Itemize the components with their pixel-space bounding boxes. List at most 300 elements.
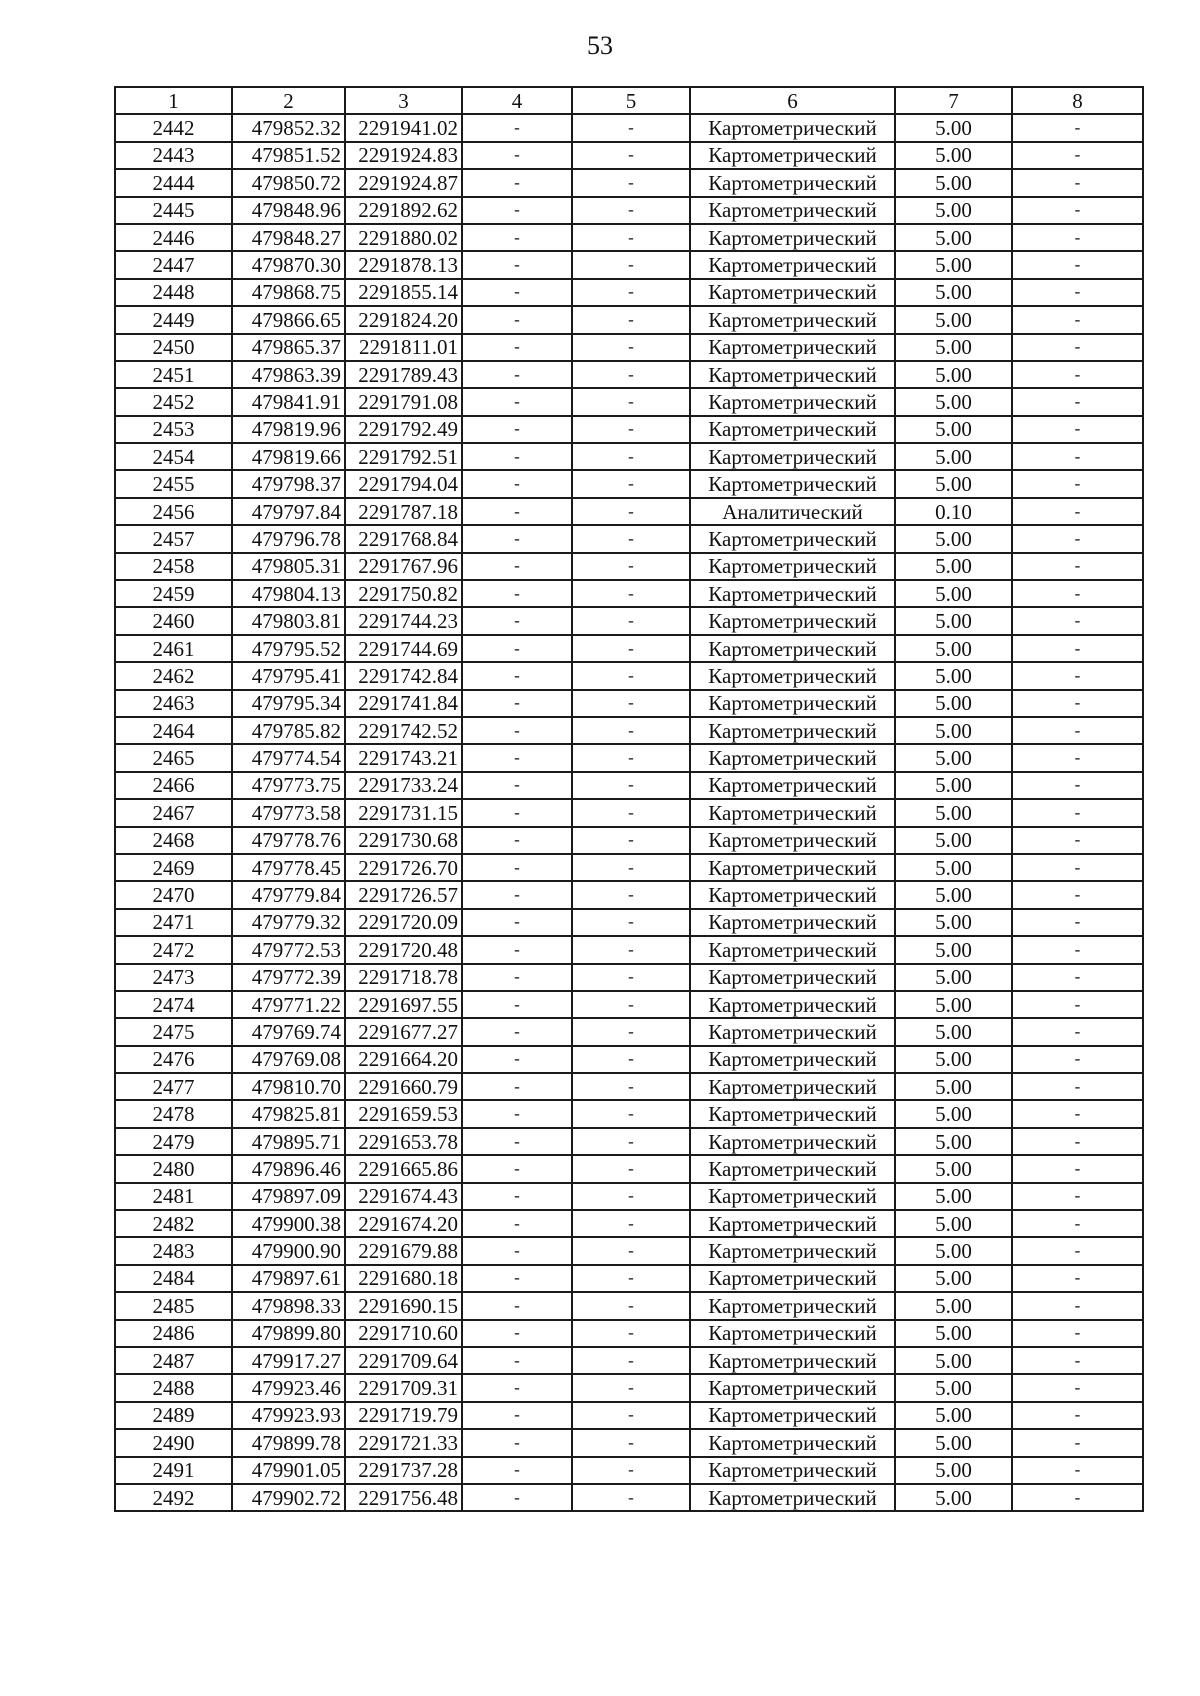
point-number-cell: 2448	[115, 279, 232, 306]
col5-cell: -	[572, 635, 690, 662]
method-cell: Аналитический	[690, 498, 895, 525]
col4-cell: -	[462, 1347, 572, 1374]
table-row	[115, 1100, 1143, 1127]
point-number-cell: 2487	[115, 1347, 232, 1374]
point-number-cell: 2474	[115, 991, 232, 1018]
method-cell: Картометрический	[690, 224, 895, 251]
x-coordinate-cell: 479825.81	[232, 1100, 345, 1127]
table-row	[115, 525, 1143, 552]
x-coordinate-cell: 479900.90	[232, 1237, 345, 1264]
y-coordinate-cell: 2291767.96	[345, 553, 462, 580]
y-coordinate-cell: 2291794.04	[345, 470, 462, 497]
col4-cell: -	[462, 1292, 572, 1319]
x-coordinate-cell: 479899.80	[232, 1320, 345, 1347]
col5-cell: -	[572, 251, 690, 278]
col8-cell: -	[1012, 827, 1143, 854]
col8-cell: -	[1012, 936, 1143, 963]
point-number-cell: 2461	[115, 635, 232, 662]
x-coordinate-cell: 479798.37	[232, 470, 345, 497]
column-header-8: 8	[1012, 87, 1143, 114]
x-coordinate-cell: 479896.46	[232, 1155, 345, 1182]
method-cell: Картометрический	[690, 334, 895, 361]
x-coordinate-cell: 479769.74	[232, 1018, 345, 1045]
table-row	[115, 334, 1143, 361]
method-cell: Картометрический	[690, 443, 895, 470]
x-coordinate-cell: 479778.45	[232, 854, 345, 881]
point-number-cell: 2445	[115, 197, 232, 224]
x-coordinate-cell: 479778.76	[232, 827, 345, 854]
y-coordinate-cell: 2291750.82	[345, 580, 462, 607]
y-coordinate-cell: 2291924.87	[345, 169, 462, 196]
point-number-cell: 2442	[115, 114, 232, 141]
table-row	[115, 690, 1143, 717]
accuracy-cell: 5.00	[895, 1320, 1012, 1347]
accuracy-cell: 5.00	[895, 580, 1012, 607]
y-coordinate-cell: 2291791.08	[345, 388, 462, 415]
table-row	[115, 306, 1143, 333]
col4-cell: -	[462, 1320, 572, 1347]
method-cell: Картометрический	[690, 1292, 895, 1319]
y-coordinate-cell: 2291924.83	[345, 142, 462, 169]
col4-cell: -	[462, 1374, 572, 1401]
col5-cell: -	[572, 717, 690, 744]
col4-cell: -	[462, 909, 572, 936]
col4-cell: -	[462, 744, 572, 771]
col8-cell: -	[1012, 1292, 1143, 1319]
accuracy-cell: 5.00	[895, 553, 1012, 580]
point-number-cell: 2466	[115, 772, 232, 799]
point-number-cell: 2479	[115, 1128, 232, 1155]
point-number-cell: 2444	[115, 169, 232, 196]
col8-cell: -	[1012, 361, 1143, 388]
point-number-cell: 2463	[115, 690, 232, 717]
point-number-cell: 2473	[115, 964, 232, 991]
point-number-cell: 2459	[115, 580, 232, 607]
table-row	[115, 1046, 1143, 1073]
method-cell: Картометрический	[690, 1183, 895, 1210]
col4-cell: -	[462, 197, 572, 224]
y-coordinate-cell: 2291680.18	[345, 1265, 462, 1292]
x-coordinate-cell: 479870.30	[232, 251, 345, 278]
col8-cell: -	[1012, 854, 1143, 881]
accuracy-cell: 5.00	[895, 936, 1012, 963]
x-coordinate-cell: 479848.96	[232, 197, 345, 224]
accuracy-cell: 5.00	[895, 142, 1012, 169]
accuracy-cell: 5.00	[895, 169, 1012, 196]
method-cell: Картометрический	[690, 251, 895, 278]
col4-cell: -	[462, 1046, 572, 1073]
x-coordinate-cell: 479774.54	[232, 744, 345, 771]
col5-cell: -	[572, 1292, 690, 1319]
y-coordinate-cell: 2291737.28	[345, 1457, 462, 1484]
y-coordinate-cell: 2291742.84	[345, 662, 462, 689]
method-cell: Картометрический	[690, 1374, 895, 1401]
y-coordinate-cell: 2291697.55	[345, 991, 462, 1018]
col5-cell: -	[572, 580, 690, 607]
table-row	[115, 1457, 1143, 1484]
x-coordinate-cell: 479897.09	[232, 1183, 345, 1210]
method-cell: Картометрический	[690, 1402, 895, 1429]
accuracy-cell: 5.00	[895, 881, 1012, 908]
col4-cell: -	[462, 607, 572, 634]
col8-cell: -	[1012, 470, 1143, 497]
x-coordinate-cell: 479895.71	[232, 1128, 345, 1155]
table-row	[115, 388, 1143, 415]
x-coordinate-cell: 479805.31	[232, 553, 345, 580]
x-coordinate-cell: 479797.84	[232, 498, 345, 525]
accuracy-cell: 5.00	[895, 1128, 1012, 1155]
col8-cell: -	[1012, 1484, 1143, 1511]
y-coordinate-cell: 2291718.78	[345, 964, 462, 991]
point-number-cell: 2469	[115, 854, 232, 881]
accuracy-cell: 5.00	[895, 525, 1012, 552]
col8-cell: -	[1012, 142, 1143, 169]
table-row	[115, 827, 1143, 854]
point-number-cell: 2458	[115, 553, 232, 580]
table-row	[115, 224, 1143, 251]
col8-cell: -	[1012, 1429, 1143, 1456]
x-coordinate-cell: 479804.13	[232, 580, 345, 607]
col5-cell: -	[572, 772, 690, 799]
y-coordinate-cell: 2291742.52	[345, 717, 462, 744]
y-coordinate-cell: 2291674.43	[345, 1183, 462, 1210]
y-coordinate-cell: 2291787.18	[345, 498, 462, 525]
point-number-cell: 2481	[115, 1183, 232, 1210]
table-row	[115, 744, 1143, 771]
accuracy-cell: 5.00	[895, 1484, 1012, 1511]
point-number-cell: 2470	[115, 881, 232, 908]
coordinates-table	[114, 86, 1144, 1512]
table-row	[115, 1484, 1143, 1511]
col5-cell: -	[572, 169, 690, 196]
col4-cell: -	[462, 827, 572, 854]
col5-cell: -	[572, 470, 690, 497]
col8-cell: -	[1012, 1402, 1143, 1429]
accuracy-cell: 5.00	[895, 854, 1012, 881]
x-coordinate-cell: 479795.41	[232, 662, 345, 689]
y-coordinate-cell: 2291941.02	[345, 114, 462, 141]
table-row	[115, 772, 1143, 799]
x-coordinate-cell: 479899.78	[232, 1429, 345, 1456]
y-coordinate-cell: 2291709.31	[345, 1374, 462, 1401]
col4-cell: -	[462, 306, 572, 333]
table-row	[115, 635, 1143, 662]
col8-cell: -	[1012, 909, 1143, 936]
col8-cell: -	[1012, 306, 1143, 333]
y-coordinate-cell: 2291855.14	[345, 279, 462, 306]
table-body	[115, 114, 1143, 1511]
column-header-6: 6	[690, 87, 895, 114]
col8-cell: -	[1012, 1210, 1143, 1237]
method-cell: Картометрический	[690, 991, 895, 1018]
col8-cell: -	[1012, 1347, 1143, 1374]
accuracy-cell: 5.00	[895, 1429, 1012, 1456]
method-cell: Картометрический	[690, 1073, 895, 1100]
y-coordinate-cell: 2291824.20	[345, 306, 462, 333]
method-cell: Картометрический	[690, 635, 895, 662]
col8-cell: -	[1012, 717, 1143, 744]
col5-cell: -	[572, 936, 690, 963]
column-header-3: 3	[345, 87, 462, 114]
x-coordinate-cell: 479901.05	[232, 1457, 345, 1484]
col5-cell: -	[572, 964, 690, 991]
point-number-cell: 2462	[115, 662, 232, 689]
method-cell: Картометрический	[690, 1018, 895, 1045]
point-number-cell: 2490	[115, 1429, 232, 1456]
method-cell: Картометрический	[690, 936, 895, 963]
col8-cell: -	[1012, 1100, 1143, 1127]
table-row	[115, 1073, 1143, 1100]
method-cell: Картометрический	[690, 1347, 895, 1374]
col4-cell: -	[462, 1457, 572, 1484]
col5-cell: -	[572, 279, 690, 306]
x-coordinate-cell: 479848.27	[232, 224, 345, 251]
method-cell: Картометрический	[690, 744, 895, 771]
col5-cell: -	[572, 1155, 690, 1182]
col5-cell: -	[572, 197, 690, 224]
col5-cell: -	[572, 1046, 690, 1073]
col5-cell: -	[572, 662, 690, 689]
col8-cell: -	[1012, 197, 1143, 224]
x-coordinate-cell: 479923.93	[232, 1402, 345, 1429]
col5-cell: -	[572, 991, 690, 1018]
col4-cell: -	[462, 169, 572, 196]
method-cell: Картометрический	[690, 1237, 895, 1264]
point-number-cell: 2471	[115, 909, 232, 936]
method-cell: Картометрический	[690, 114, 895, 141]
col8-cell: -	[1012, 580, 1143, 607]
col5-cell: -	[572, 498, 690, 525]
point-number-cell: 2486	[115, 1320, 232, 1347]
point-number-cell: 2460	[115, 607, 232, 634]
accuracy-cell: 5.00	[895, 1046, 1012, 1073]
table-row	[115, 717, 1143, 744]
col4-cell: -	[462, 1265, 572, 1292]
y-coordinate-cell: 2291720.09	[345, 909, 462, 936]
col5-cell: -	[572, 1073, 690, 1100]
column-header-4: 4	[462, 87, 572, 114]
col5-cell: -	[572, 744, 690, 771]
accuracy-cell: 5.00	[895, 607, 1012, 634]
method-cell: Картометрический	[690, 690, 895, 717]
col4-cell: -	[462, 224, 572, 251]
point-number-cell: 2452	[115, 388, 232, 415]
y-coordinate-cell: 2291892.62	[345, 197, 462, 224]
col8-cell: -	[1012, 334, 1143, 361]
point-number-cell: 2477	[115, 1073, 232, 1100]
col4-cell: -	[462, 799, 572, 826]
accuracy-cell: 5.00	[895, 251, 1012, 278]
accuracy-cell: 5.00	[895, 279, 1012, 306]
table-row	[115, 1128, 1143, 1155]
method-cell: Картометрический	[690, 361, 895, 388]
y-coordinate-cell: 2291880.02	[345, 224, 462, 251]
y-coordinate-cell: 2291719.79	[345, 1402, 462, 1429]
col5-cell: -	[572, 416, 690, 443]
method-cell: Картометрический	[690, 306, 895, 333]
point-number-cell: 2468	[115, 827, 232, 854]
point-number-cell: 2480	[115, 1155, 232, 1182]
method-cell: Картометрический	[690, 717, 895, 744]
method-cell: Картометрический	[690, 1265, 895, 1292]
method-cell: Картометрический	[690, 1320, 895, 1347]
accuracy-cell: 5.00	[895, 909, 1012, 936]
table-row	[115, 854, 1143, 881]
x-coordinate-cell: 479863.39	[232, 361, 345, 388]
table-row	[115, 553, 1143, 580]
point-number-cell: 2485	[115, 1292, 232, 1319]
method-cell: Картометрический	[690, 416, 895, 443]
table-row	[115, 470, 1143, 497]
col8-cell: -	[1012, 772, 1143, 799]
col4-cell: -	[462, 580, 572, 607]
col5-cell: -	[572, 1484, 690, 1511]
accuracy-cell: 5.00	[895, 388, 1012, 415]
table-row	[115, 142, 1143, 169]
x-coordinate-cell: 479810.70	[232, 1073, 345, 1100]
method-cell: Картометрический	[690, 1155, 895, 1182]
point-number-cell: 2488	[115, 1374, 232, 1401]
col5-cell: -	[572, 1374, 690, 1401]
accuracy-cell: 5.00	[895, 1155, 1012, 1182]
col4-cell: -	[462, 388, 572, 415]
col4-cell: -	[462, 854, 572, 881]
col8-cell: -	[1012, 169, 1143, 196]
y-coordinate-cell: 2291744.69	[345, 635, 462, 662]
table-row	[115, 498, 1143, 525]
y-coordinate-cell: 2291709.64	[345, 1347, 462, 1374]
x-coordinate-cell: 479772.53	[232, 936, 345, 963]
accuracy-cell: 5.00	[895, 1237, 1012, 1264]
col5-cell: -	[572, 1265, 690, 1292]
point-number-cell: 2475	[115, 1018, 232, 1045]
col5-cell: -	[572, 1210, 690, 1237]
y-coordinate-cell: 2291792.51	[345, 443, 462, 470]
x-coordinate-cell: 479923.46	[232, 1374, 345, 1401]
method-cell: Картометрический	[690, 964, 895, 991]
table-row	[115, 1237, 1143, 1264]
x-coordinate-cell: 479852.32	[232, 114, 345, 141]
col4-cell: -	[462, 498, 572, 525]
col8-cell: -	[1012, 251, 1143, 278]
col5-cell: -	[572, 854, 690, 881]
col8-cell: -	[1012, 799, 1143, 826]
y-coordinate-cell: 2291730.68	[345, 827, 462, 854]
col5-cell: -	[572, 361, 690, 388]
x-coordinate-cell: 479769.08	[232, 1046, 345, 1073]
col5-cell: -	[572, 607, 690, 634]
col8-cell: -	[1012, 525, 1143, 552]
accuracy-cell: 5.00	[895, 717, 1012, 744]
col8-cell: -	[1012, 1265, 1143, 1292]
accuracy-cell: 5.00	[895, 1265, 1012, 1292]
point-number-cell: 2482	[115, 1210, 232, 1237]
x-coordinate-cell: 479773.58	[232, 799, 345, 826]
accuracy-cell: 0.10	[895, 498, 1012, 525]
x-coordinate-cell: 479868.75	[232, 279, 345, 306]
col4-cell: -	[462, 717, 572, 744]
x-coordinate-cell: 479795.34	[232, 690, 345, 717]
y-coordinate-cell: 2291690.15	[345, 1292, 462, 1319]
y-coordinate-cell: 2291660.79	[345, 1073, 462, 1100]
col5-cell: -	[572, 306, 690, 333]
x-coordinate-cell: 479900.38	[232, 1210, 345, 1237]
col5-cell: -	[572, 224, 690, 251]
table-row	[115, 662, 1143, 689]
method-cell: Картометрический	[690, 1128, 895, 1155]
col4-cell: -	[462, 936, 572, 963]
method-cell: Картометрический	[690, 553, 895, 580]
x-coordinate-cell: 479850.72	[232, 169, 345, 196]
method-cell: Картометрический	[690, 1429, 895, 1456]
accuracy-cell: 5.00	[895, 1100, 1012, 1127]
col4-cell: -	[462, 991, 572, 1018]
col4-cell: -	[462, 443, 572, 470]
col5-cell: -	[572, 1402, 690, 1429]
table-row	[115, 1429, 1143, 1456]
col4-cell: -	[462, 1484, 572, 1511]
point-number-cell: 2465	[115, 744, 232, 771]
col4-cell: -	[462, 251, 572, 278]
col5-cell: -	[572, 1237, 690, 1264]
method-cell: Картометрический	[690, 881, 895, 908]
x-coordinate-cell: 479772.39	[232, 964, 345, 991]
x-coordinate-cell: 479917.27	[232, 1347, 345, 1374]
y-coordinate-cell: 2291789.43	[345, 361, 462, 388]
table-row	[115, 580, 1143, 607]
y-coordinate-cell: 2291653.78	[345, 1128, 462, 1155]
accuracy-cell: 5.00	[895, 470, 1012, 497]
col5-cell: -	[572, 799, 690, 826]
method-cell: Картометрический	[690, 279, 895, 306]
col5-cell: -	[572, 909, 690, 936]
point-number-cell: 2446	[115, 224, 232, 251]
y-coordinate-cell: 2291721.33	[345, 1429, 462, 1456]
point-number-cell: 2457	[115, 525, 232, 552]
method-cell: Картометрический	[690, 854, 895, 881]
col4-cell: -	[462, 690, 572, 717]
accuracy-cell: 5.00	[895, 772, 1012, 799]
table-row	[115, 1292, 1143, 1319]
table-row	[115, 1183, 1143, 1210]
method-cell: Картометрический	[690, 662, 895, 689]
table-row	[115, 936, 1143, 963]
y-coordinate-cell: 2291726.70	[345, 854, 462, 881]
col5-cell: -	[572, 114, 690, 141]
col8-cell: -	[1012, 1183, 1143, 1210]
point-number-cell: 2447	[115, 251, 232, 278]
col8-cell: -	[1012, 991, 1143, 1018]
y-coordinate-cell: 2291710.60	[345, 1320, 462, 1347]
accuracy-cell: 5.00	[895, 361, 1012, 388]
col8-cell: -	[1012, 1320, 1143, 1347]
method-cell: Картометрический	[690, 1046, 895, 1073]
col8-cell: -	[1012, 443, 1143, 470]
col4-cell: -	[462, 553, 572, 580]
table-row	[115, 607, 1143, 634]
table-row	[115, 416, 1143, 443]
y-coordinate-cell: 2291768.84	[345, 525, 462, 552]
col4-cell: -	[462, 1237, 572, 1264]
method-cell: Картометрический	[690, 607, 895, 634]
accuracy-cell: 5.00	[895, 1183, 1012, 1210]
method-cell: Картометрический	[690, 909, 895, 936]
y-coordinate-cell: 2291677.27	[345, 1018, 462, 1045]
x-coordinate-cell: 479897.61	[232, 1265, 345, 1292]
x-coordinate-cell: 479865.37	[232, 334, 345, 361]
col5-cell: -	[572, 1128, 690, 1155]
col4-cell: -	[462, 416, 572, 443]
